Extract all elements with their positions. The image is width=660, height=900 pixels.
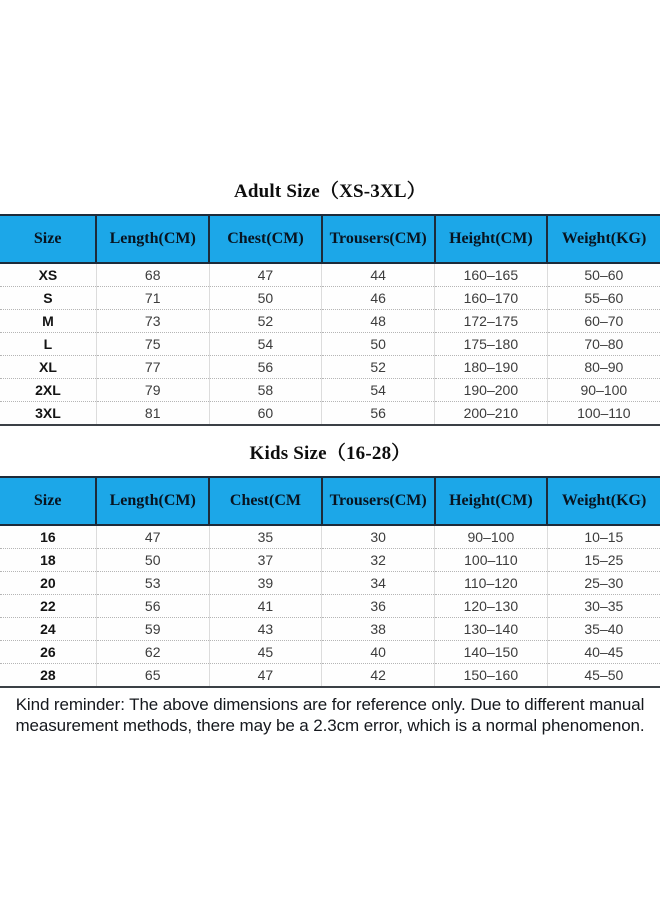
column-header: Trousers(CM)	[322, 477, 435, 525]
value-cell: 48	[322, 310, 435, 333]
value-cell: 36	[322, 595, 435, 618]
note-line-1: Kind reminder: The above dimensions are for reference only. Due to different manual	[15, 695, 645, 714]
table-row	[0, 572, 660, 595]
value-cell: 52	[209, 310, 322, 333]
table-row	[0, 287, 660, 310]
value-cell: 172–175	[435, 310, 548, 333]
table-row	[0, 664, 660, 688]
size-cell: 20	[0, 572, 96, 595]
value-cell: 56	[322, 402, 435, 426]
size-cell: 16	[0, 525, 96, 549]
value-cell: 81	[96, 402, 209, 426]
value-cell: 160–165	[435, 263, 548, 287]
kids-table-body	[0, 525, 660, 687]
value-cell: 47	[209, 664, 322, 688]
value-cell: 73	[96, 310, 209, 333]
size-cell: 26	[0, 641, 96, 664]
table-row	[0, 641, 660, 664]
table-row	[0, 379, 660, 402]
size-cell: 3XL	[0, 402, 96, 426]
table-row	[0, 549, 660, 572]
value-cell: 50–60	[547, 263, 660, 287]
value-cell: 130–140	[435, 618, 548, 641]
value-cell: 54	[322, 379, 435, 402]
table-row	[0, 618, 660, 641]
value-cell: 44	[322, 263, 435, 287]
value-cell: 58	[209, 379, 322, 402]
table-row	[0, 402, 660, 426]
value-cell: 39	[209, 572, 322, 595]
table-row	[0, 525, 660, 549]
value-cell: 100–110	[547, 402, 660, 426]
value-cell: 140–150	[435, 641, 548, 664]
size-cell: XL	[0, 356, 96, 379]
value-cell: 175–180	[435, 333, 548, 356]
size-cell: XS	[0, 263, 96, 287]
value-cell: 43	[209, 618, 322, 641]
value-cell: 30	[322, 525, 435, 549]
value-cell: 71	[96, 287, 209, 310]
value-cell: 46	[322, 287, 435, 310]
size-cell: S	[0, 287, 96, 310]
value-cell: 56	[209, 356, 322, 379]
size-cell: L	[0, 333, 96, 356]
value-cell: 79	[96, 379, 209, 402]
value-cell: 40	[322, 641, 435, 664]
kids-size-table	[0, 476, 660, 688]
kids-table-header	[0, 477, 660, 525]
column-header: Trousers(CM)	[322, 215, 435, 263]
column-header: Chest(CM	[209, 477, 322, 525]
value-cell: 90–100	[435, 525, 548, 549]
value-cell: 45–50	[547, 664, 660, 688]
size-cell: 22	[0, 595, 96, 618]
value-cell: 120–130	[435, 595, 548, 618]
column-header: Length(CM)	[96, 215, 209, 263]
value-cell: 50	[209, 287, 322, 310]
table-row	[0, 595, 660, 618]
size-cell: 24	[0, 618, 96, 641]
value-cell: 34	[322, 572, 435, 595]
value-cell: 150–160	[435, 664, 548, 688]
value-cell: 42	[322, 664, 435, 688]
value-cell: 50	[322, 333, 435, 356]
column-header: Height(CM)	[435, 215, 548, 263]
value-cell: 200–210	[435, 402, 548, 426]
value-cell: 75	[96, 333, 209, 356]
value-cell: 15–25	[547, 549, 660, 572]
value-cell: 180–190	[435, 356, 548, 379]
value-cell: 59	[96, 618, 209, 641]
value-cell: 70–80	[547, 333, 660, 356]
value-cell: 68	[96, 263, 209, 287]
value-cell: 56	[96, 595, 209, 618]
value-cell: 60–70	[547, 310, 660, 333]
column-header: Size	[0, 477, 96, 525]
header-row	[0, 477, 660, 525]
adult-table-header	[0, 215, 660, 263]
value-cell: 38	[322, 618, 435, 641]
column-header: Height(CM)	[435, 477, 548, 525]
kind-reminder-note	[0, 694, 660, 736]
value-cell: 60	[209, 402, 322, 426]
adult-size-title: Adult Size（XS-3XL）	[233, 181, 427, 202]
adult-size-table	[0, 214, 660, 426]
note-line-2: measurement methods, there may be a 2.3cm error, which is a normal phenomenon.	[15, 716, 645, 735]
value-cell: 53	[96, 572, 209, 595]
kids-size-title: Kids Size（16-28）	[249, 443, 411, 464]
value-cell: 52	[322, 356, 435, 379]
value-cell: 47	[209, 263, 322, 287]
value-cell: 35	[209, 525, 322, 549]
value-cell: 190–200	[435, 379, 548, 402]
value-cell: 54	[209, 333, 322, 356]
table-row	[0, 263, 660, 287]
value-cell: 62	[96, 641, 209, 664]
column-header: Length(CM)	[96, 477, 209, 525]
size-cell: 2XL	[0, 379, 96, 402]
value-cell: 50	[96, 549, 209, 572]
column-header: Weight(KG)	[547, 215, 660, 263]
value-cell: 77	[96, 356, 209, 379]
column-header: Size	[0, 215, 96, 263]
value-cell: 65	[96, 664, 209, 688]
value-cell: 32	[322, 549, 435, 572]
value-cell: 37	[209, 549, 322, 572]
value-cell: 110–120	[435, 572, 548, 595]
value-cell: 25–30	[547, 572, 660, 595]
value-cell: 55–60	[547, 287, 660, 310]
value-cell: 100–110	[435, 549, 548, 572]
table-row	[0, 333, 660, 356]
table-row	[0, 310, 660, 333]
value-cell: 47	[96, 525, 209, 549]
column-header: Chest(CM)	[209, 215, 322, 263]
table-row	[0, 356, 660, 379]
value-cell: 40–45	[547, 641, 660, 664]
value-cell: 10–15	[547, 525, 660, 549]
value-cell: 45	[209, 641, 322, 664]
value-cell: 41	[209, 595, 322, 618]
value-cell: 80–90	[547, 356, 660, 379]
value-cell: 160–170	[435, 287, 548, 310]
value-cell: 90–100	[547, 379, 660, 402]
value-cell: 35–40	[547, 618, 660, 641]
header-row	[0, 215, 660, 263]
column-header: Weight(KG)	[547, 477, 660, 525]
size-cell: 28	[0, 664, 96, 688]
size-cell: M	[0, 310, 96, 333]
adult-table-body	[0, 263, 660, 425]
value-cell: 30–35	[547, 595, 660, 618]
size-cell: 18	[0, 549, 96, 572]
